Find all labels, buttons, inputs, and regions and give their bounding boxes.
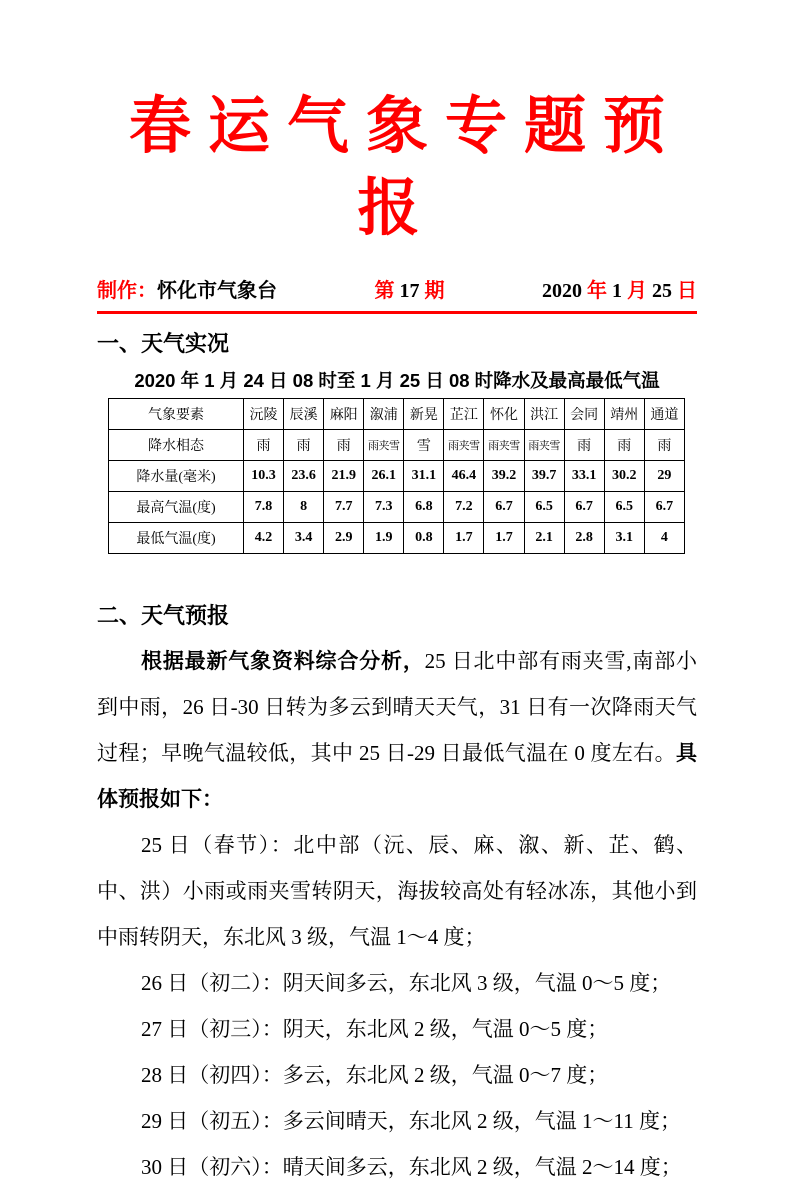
table-cell: 1.9 (364, 523, 404, 554)
issue-number (375, 274, 445, 303)
table-row-label: 降水量(毫米) (109, 461, 244, 492)
table-cell: 4.2 (244, 523, 284, 554)
table-header-station: 芷江 (444, 399, 484, 430)
forecast-day-27: 27 日（初三）：阴天，东北风 2 级，气温 0～5 度； (141, 1017, 609, 1041)
table-cell: 26.1 (364, 461, 404, 492)
table-cell: 6.8 (404, 492, 444, 523)
table-cell: 雨夹雪 (364, 430, 404, 461)
table-row-label: 最高气温(度) (109, 492, 244, 523)
issue-suffix: 期 (424, 280, 445, 302)
forecast-day-29: 29 日（初五）：多云间晴天，东北风 2 级，气温 1～11 度； (141, 1109, 681, 1133)
table-cell: 雨 (324, 430, 364, 461)
table-header-element-label: 气象要素 (109, 399, 244, 430)
table-cell: 雨夹雪 (484, 430, 524, 461)
issue-prefix: 第 (374, 280, 395, 302)
table-cell: 46.4 (444, 461, 484, 492)
weather-actuals-table-body (109, 399, 685, 554)
issue-date (542, 274, 697, 303)
table-cell: 雨 (604, 430, 644, 461)
table-cell: 21.9 (324, 461, 364, 492)
forecast-intro-paragraph (97, 638, 697, 822)
table-cell: 3.4 (284, 523, 324, 554)
forecast-day-25: 25 日（春节）：北中部（沅、辰、麻、溆、新、芷、鹤、中、洪）小雨或雨夹雪转阴天，海拔较高处有轻冰冻，其他小到中雨转阴天，东北风 3 级，气温 1～4 度； (97, 833, 697, 949)
producer (97, 274, 277, 303)
date-day-unit: 日 (677, 280, 697, 302)
table-cell: 雨 (644, 430, 684, 461)
table-cell: 雨 (244, 430, 284, 461)
header-meta-row (97, 274, 697, 314)
table-header-station: 通道 (644, 399, 684, 430)
forecast-day-30: 30 日（初六）：晴天间多云，东北风 2 级，气温 2～14 度； (141, 1155, 682, 1179)
table-row (109, 492, 685, 523)
section1-heading: 一、天气实况 (97, 331, 230, 356)
table-row-label: 最低气温(度) (109, 523, 244, 554)
producer-label: 制作： (97, 280, 157, 302)
table-cell: 7.3 (364, 492, 404, 523)
table-cell: 1.7 (444, 523, 484, 554)
table-cell: 23.6 (284, 461, 324, 492)
table-cell: 7.2 (444, 492, 484, 523)
table-cell: 7.8 (244, 492, 284, 523)
table-header-row (109, 399, 685, 430)
table-cell: 7.7 (324, 492, 364, 523)
doc-title: 春运气象专题预报 (128, 93, 682, 243)
date-month-unit: 月 (627, 280, 647, 302)
date-year-unit: 年 (587, 280, 607, 302)
table-cell: 6.5 (524, 492, 564, 523)
table-row (109, 430, 685, 461)
table-row (109, 461, 685, 492)
table-header-station: 辰溪 (284, 399, 324, 430)
table-header-station: 会同 (564, 399, 604, 430)
date-day: 25 (647, 280, 677, 302)
table-header-station: 洪江 (524, 399, 564, 430)
date-year: 2020 (542, 280, 587, 302)
table-cell: 6.7 (644, 492, 684, 523)
table-header-station: 沅陵 (244, 399, 284, 430)
forecast-intro-body: 25 日北中部有雨夹雪,南部小到中雨，26 日-30 日转为多云到晴天天气，31 日有一次降雨天气过程；早晚气温较低，其中 25 日-29 日最低气温在 0 度左右。 (97, 649, 698, 765)
table-cell: 6.5 (604, 492, 644, 523)
table-cell: 8 (284, 492, 324, 523)
table-cell: 4 (644, 523, 684, 554)
table-cell: 39.2 (484, 461, 524, 492)
table-header-station: 怀化 (484, 399, 524, 430)
table-cell: 29 (644, 461, 684, 492)
table-cell: 6.7 (484, 492, 524, 523)
section2-heading: 二、天气预报 (97, 603, 230, 628)
table-cell: 雨 (564, 430, 604, 461)
table-cell: 10.3 (244, 461, 284, 492)
forecast-day-26: 26 日（初二）：阴天间多云，东北风 3 级，气温 0～5 度； (141, 971, 672, 995)
date-month: 1 (607, 280, 627, 302)
forecast-intro-lead: 根据最新气象资料综合分析， (141, 649, 425, 673)
table-header-station: 溆浦 (364, 399, 404, 430)
table-cell: 1.7 (484, 523, 524, 554)
weather-actuals-table (108, 398, 685, 554)
table-cell: 3.1 (604, 523, 644, 554)
table-cell: 雨夹雪 (524, 430, 564, 461)
weather-table-title: 2020 年 1 月 24 日 08 时至 1 月 25 日 08 时降水及最高最低气温 (134, 370, 660, 391)
forecast-intro-tail: 具体预报如下： (97, 741, 697, 811)
forecast-day-28: 28 日（初四）：多云，东北风 2 级，气温 0～7 度； (141, 1063, 609, 1087)
table-header-station: 麻阳 (324, 399, 364, 430)
table-header-station: 靖州 (604, 399, 644, 430)
table-cell: 30.2 (604, 461, 644, 492)
table-cell: 33.1 (564, 461, 604, 492)
table-row (109, 523, 685, 554)
table-header-station: 新晃 (404, 399, 444, 430)
table-row-label: 降水相态 (109, 430, 244, 461)
table-cell: 6.7 (564, 492, 604, 523)
table-cell: 39.7 (524, 461, 564, 492)
table-cell: 2.9 (324, 523, 364, 554)
table-cell: 2.8 (564, 523, 604, 554)
producer-name: 怀化市气象台 (157, 280, 277, 302)
issue-value: 17 (394, 280, 425, 302)
table-cell: 雪 (404, 430, 444, 461)
table-cell: 0.8 (404, 523, 444, 554)
table-cell: 31.1 (404, 461, 444, 492)
table-cell: 雨 (284, 430, 324, 461)
table-cell: 雨夹雪 (444, 430, 484, 461)
table-cell: 2.1 (524, 523, 564, 554)
